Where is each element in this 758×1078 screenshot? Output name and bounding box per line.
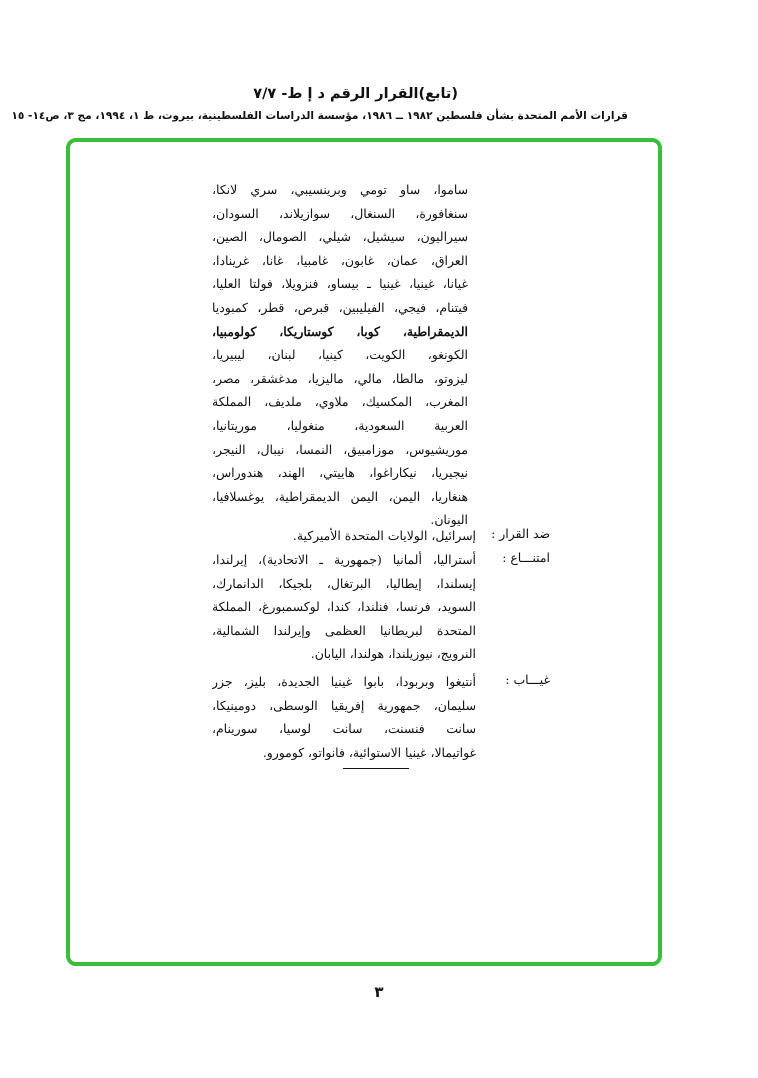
abstaining-label: امتنـــاع : <box>502 550 550 565</box>
text-line: أستراليا، ألمانيا (جمهورية ـ الاتحادية)، إيرلندا، <box>212 552 476 567</box>
text-line: أنتيغوا وبربودا، بابوا غينيا الجديدة، بليز، جزر <box>212 674 476 689</box>
text-line: سانت فنسنت، سانت لوسيا، سورينام، <box>212 721 476 737</box>
text-line: غواتيمالا، غينيا الاستوائية، فانواتو، كومورو. <box>262 744 476 760</box>
absent-list <box>212 670 476 764</box>
text-line: السويد، فرنسا، فنلندا، كندا، لوكسمبورغ، المملكة <box>212 599 476 615</box>
document-title: (تابع)القرار الرقم د إ ط- ٧/٧ <box>253 86 458 102</box>
text-line: هنغاريا، اليمن، اليمن الديمقراطية، يوغسلافيا، <box>212 488 468 504</box>
text-line: النرويج، نيوزيلندا، هولندا، اليابان. <box>310 646 476 662</box>
page-number: ٣ <box>374 983 384 1001</box>
absent-label: غيـــاب : <box>505 672 550 687</box>
text-line: سليمان، جمهورية إفريقيا الوسطى، دومينيكا، <box>212 697 476 713</box>
text-line: المتحدة لبريطانيا العظمى وإيرلندا الشمالية، <box>212 622 476 638</box>
text-line: الكونغو، الكويت، كينيا، لبنان، ليبيريا، <box>212 347 468 363</box>
text-line: فيتنام، فيجي، الفيليبين، قبرص، قطر، كمبوديا <box>212 299 468 315</box>
text-line: الديمقراطية، كوبا، كوستاريكا، كولومبيا، <box>212 323 468 339</box>
text-line: إيسلندا، إيطاليا، البرتغال، بلجيكا، الدانمارك، <box>212 575 476 591</box>
text-line: سيراليون، سيشيل، شيلي، الصومال، الصين، <box>212 229 468 245</box>
source-citation: قرارات الأمم المتحدة بشأن فلسطين ١٩٨٢ ــ ١٩٨٦، مؤسسة الدراسات الفلسطينية، بيروت، ط ١، ١٩٩٤، مج ٣، ص١٤- ١٥ <box>11 110 628 122</box>
votes-in-favour-list <box>212 178 468 532</box>
text-line: ليزوتو، مالطا، مالي، ماليزيا، مدغشقر، مصر، <box>212 370 468 386</box>
text-line: العراق، عمان، غابون، غامبيا، غانا، غرينادا، <box>212 252 468 268</box>
text-line: اليونان. <box>430 512 468 528</box>
text-line: إسرائيل، الولايات المتحدة الأميركية. <box>292 528 476 543</box>
text-line: نيجيريا، نيكاراغوا، هاييتي، الهند، هندوراس، <box>212 465 468 481</box>
text-line: غيانا، غينيا، غينيا ـ بيساو، فنزويلا، فولتا العليا، <box>212 276 468 292</box>
against-list <box>212 524 476 548</box>
text-line: ساموا، ساو تومي وبرينسيبي، سري لانكا، <box>212 182 468 197</box>
abstaining-list <box>212 548 476 666</box>
text-line: موريشيوس، موزامبيق، النمسا، نيبال، النيجر، <box>212 441 468 457</box>
text-line: المغرب، المكسيك، ملاوي، ملديف، المملكة <box>212 394 468 410</box>
section-divider <box>343 768 409 769</box>
text-line: سنغافورة، السنغال، سوازيلاند، السودان، <box>212 205 468 221</box>
text-line: العربية السعودية، منغوليا، موريتانيا، <box>212 417 468 433</box>
against-label: ضد القرار : <box>491 526 550 541</box>
